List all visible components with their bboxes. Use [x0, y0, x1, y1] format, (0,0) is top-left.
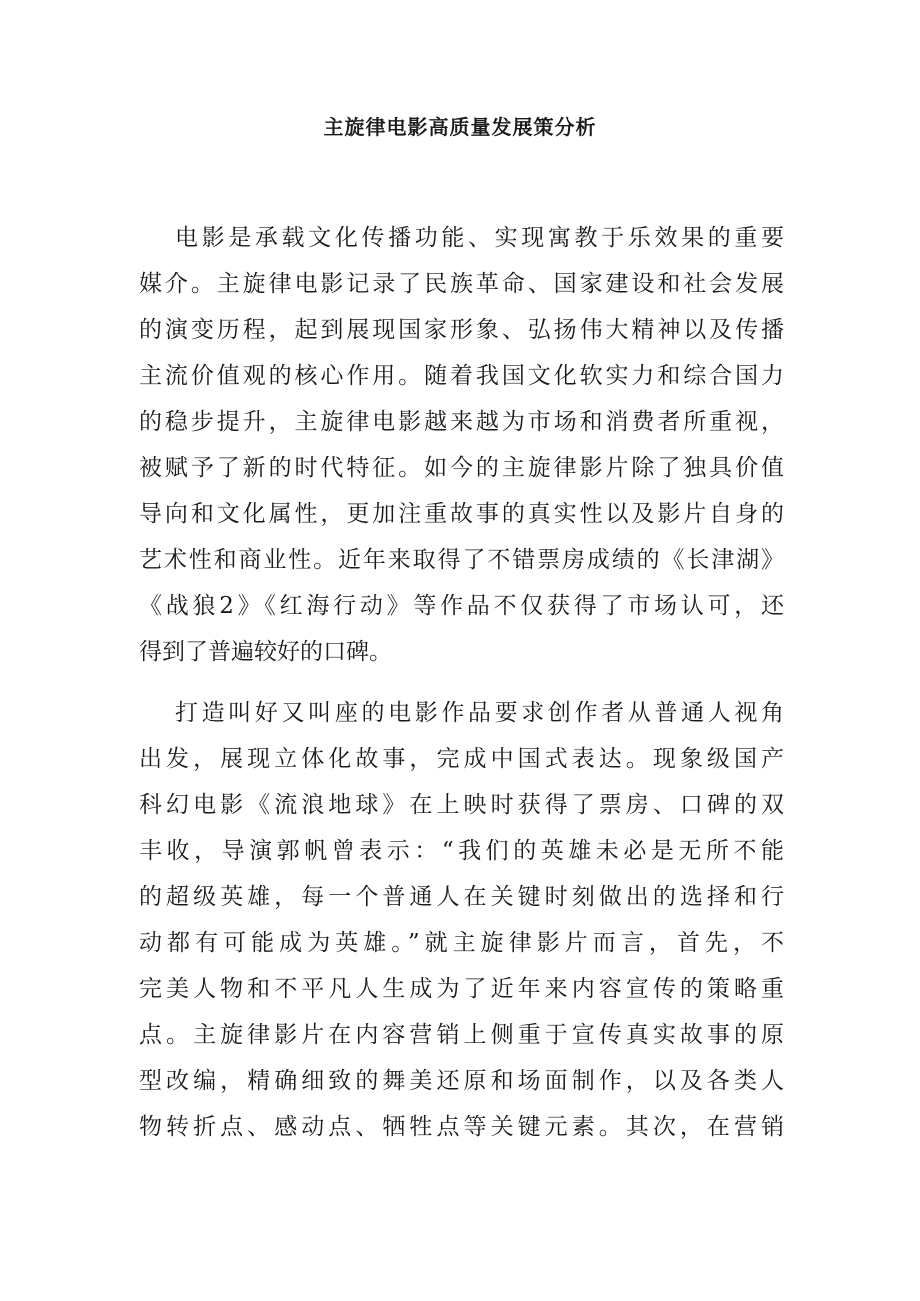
text-line: 的稳步提升，主旋律电影越来越为市场和消费者所重视，: [139, 409, 784, 435]
text-line: 型改编，精确细致的舞美还原和场面制作，以及各类人: [139, 1068, 784, 1094]
text-line: 的超级英雄，每一个普通人在关键时刻做出的选择和行: [139, 884, 784, 910]
document-body: [139, 215, 784, 1150]
text-line: 《战狼2》《红海行动》等作品不仅获得了市场认可，还: [139, 593, 784, 619]
text-line: 科幻电影《流浪地球》在上映时获得了票房、口碑的双: [139, 792, 784, 818]
text-line: 导向和文化属性，更加注重故事的真实性以及影片自身的: [139, 501, 784, 527]
text-line: 动都有可能成为英雄。”就主旋律影片而言，首先，不: [139, 930, 784, 956]
text-line: 物转折点、感动点、牺牲点等关键元素。其次，在营销: [139, 1114, 784, 1140]
text-line: 的演变历程，起到展现国家形象、弘扬伟大精神以及传播: [139, 317, 784, 343]
paragraph-2: [139, 690, 784, 1150]
text-line: 点。主旋律影片在内容营销上侧重于宣传真实故事的原: [139, 1022, 784, 1048]
text-line: 艺术性和商业性。近年来取得了不错票房成绩的《长津湖》: [139, 547, 784, 573]
page-title: 主旋律电影高质量发展策分析: [323, 115, 597, 139]
text-line: 出发，展现立体化故事，完成中国式表达。现象级国产: [139, 746, 784, 772]
text-line: 媒介。主旋律电影记录了民族革命、国家建设和社会发展: [139, 271, 784, 297]
text-line: 得到了普遍较好的口碑。: [139, 639, 392, 665]
text-line: 主流价值观的核心作用。随着我国文化软实力和综合国力: [139, 363, 784, 389]
text-line: 被赋予了新的时代特征。如今的主旋律影片除了独具价值: [139, 455, 784, 481]
paragraph-1: [139, 215, 784, 675]
text-line: 打造叫好又叫座的电影作品要求创作者从普通人视角: [175, 700, 784, 726]
text-line: 电影是承载文化传播功能、实现寓教于乐效果的重要: [175, 225, 784, 251]
text-line: 丰收，导演郭帆曾表示：“我们的英雄未必是无所不能: [139, 838, 784, 864]
text-line: 完美人物和不平凡人生成为了近年来内容宣传的策略重: [139, 976, 784, 1002]
paragraph-gap: [139, 675, 784, 690]
